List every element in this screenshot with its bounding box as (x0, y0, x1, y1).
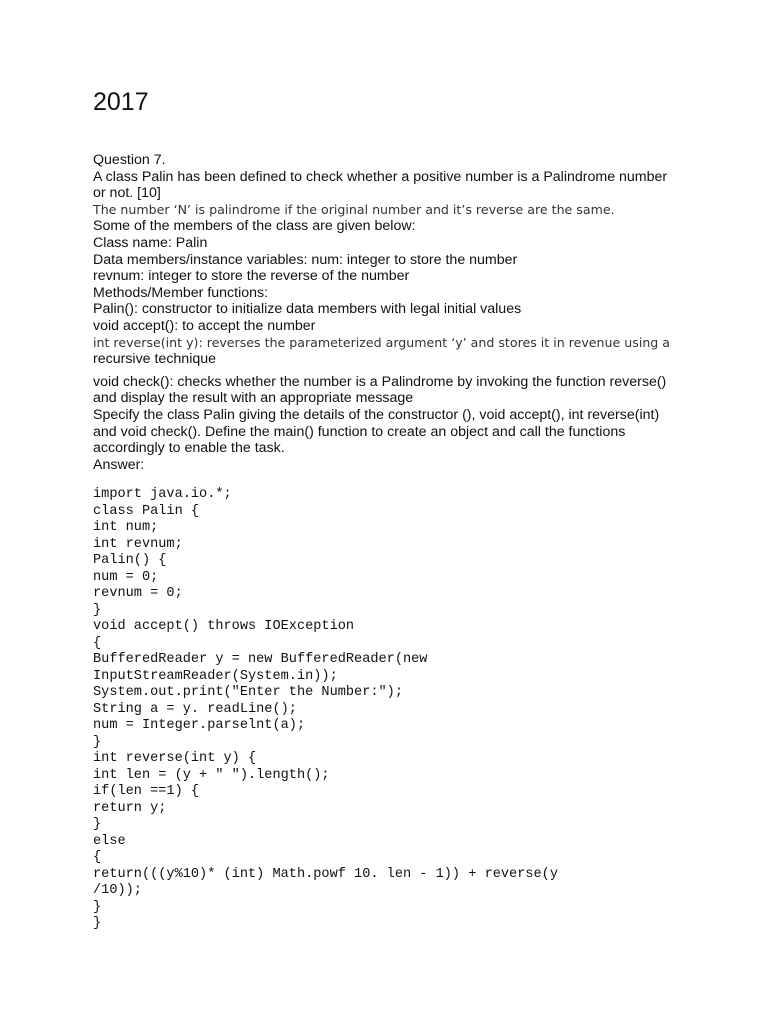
code-line: } (93, 602, 102, 618)
question-line: Palin(): constructor to initialize data members with legal initial values (93, 301, 522, 318)
question-line: Data members/instance variables: num: integer to store the number (93, 251, 518, 268)
code-line: else (93, 833, 126, 849)
question-line: The number ‘N’ is palindrome if the original number and it’s reverse are the same. (93, 201, 615, 217)
code-line: InputStreamReader(System.in)); (93, 668, 338, 684)
code-line: int len = (y + " ").length(); (93, 767, 330, 783)
code-line: { (93, 635, 102, 651)
code-line: int reverse(int y) { (93, 751, 257, 766)
code-line: num = 0; (93, 569, 159, 585)
question-line: Methods/Member functions: (93, 284, 269, 301)
code-line: { (93, 850, 102, 865)
question-text (93, 152, 678, 473)
question-line: int reverse(int y): reverses the parameterized argument ‘y’ and stores it in revenue using a (93, 334, 671, 350)
code-line: return y; (93, 800, 167, 816)
code-block (93, 487, 558, 933)
code-line: /10)); (93, 883, 142, 898)
question-line: void check(): checks whether the number is a Palindrome by invoking the function reverse() (93, 373, 667, 390)
code-line: String a = y. readLine(); (93, 701, 297, 717)
code-line: if(len ==1) { (93, 784, 200, 799)
year-heading: 2017 (93, 88, 149, 116)
question-line: and display the result with an appropriate message (93, 390, 414, 407)
question-line: recursive technique (93, 351, 217, 368)
code-line: System.out.print("Enter the Number:"); (93, 685, 403, 700)
code-line: } (93, 899, 102, 915)
code-line: return(((y%10)* (int) Math.powf 10. len - 1)) + reverse(y (93, 866, 558, 882)
question-line: revnum: integer to store the reverse of the number (93, 268, 410, 285)
code-line: } (93, 817, 102, 832)
code-line: class Palin { (93, 503, 200, 519)
answer-label: Answer: (93, 456, 145, 473)
question-line: Some of the members of the class are given below: (93, 218, 416, 235)
code-line: num = Integer.parselnt(a); (93, 718, 306, 733)
code-line: revnum = 0; (93, 586, 183, 601)
code-line: void accept() throws IOException (93, 619, 355, 634)
question-line: A class Palin has been defined to check whether a positive number is a Palindrome number (93, 168, 668, 185)
question-line: and void check(). Define the main() function to create an object and call the functions (93, 423, 626, 440)
code-line: import java.io.*; (93, 487, 232, 502)
question-line: Specify the class Palin giving the details of the constructor (), void accept(), int reverse(int) (93, 406, 660, 423)
code-line: } (93, 916, 102, 931)
question-title: Question 7. (93, 152, 166, 168)
code-line: BufferedReader y = new BufferedReader(new (93, 652, 428, 667)
code-line: int num; (93, 520, 159, 535)
code-line: } (93, 734, 102, 750)
question-line: void accept(): to accept the number (93, 317, 316, 334)
question-line: Class name: Palin (93, 234, 208, 251)
question-line: or not. [10] (93, 185, 161, 202)
question-line: accordingly to enable the task. (93, 440, 285, 457)
code-line: int revnum; (93, 536, 183, 552)
code-line: Palin() { (93, 553, 167, 568)
